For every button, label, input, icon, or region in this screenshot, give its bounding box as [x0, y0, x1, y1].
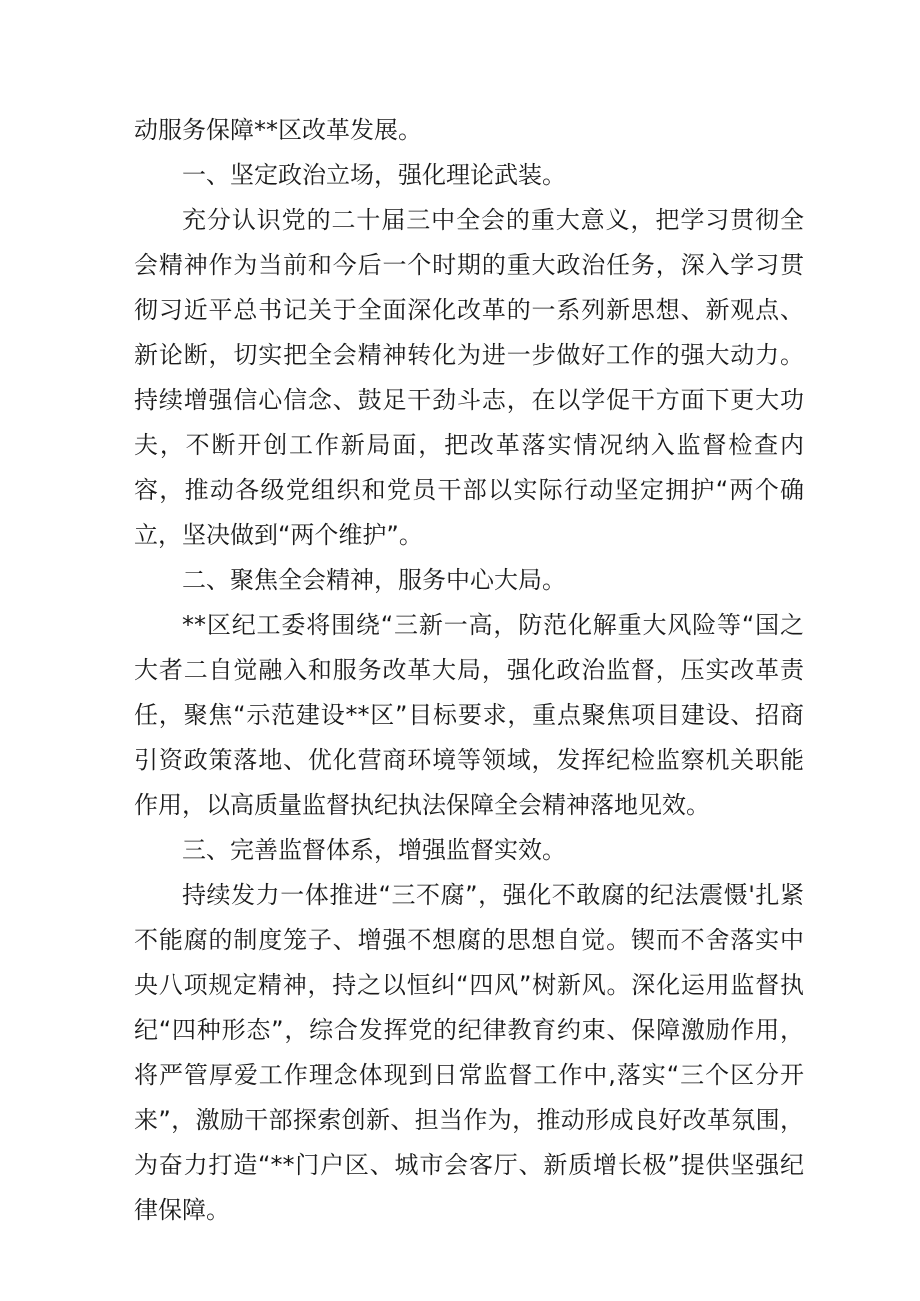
section-heading-1: 一、坚定政治立场，强化理论武装。 [182, 161, 566, 189]
paragraph-1: 充分认识党的二十届三中全会的重大意义，把学习贯彻全会精神作为当前和今后一个时期的重大政治任务，深入学习贯彻习近平总书记关于全面深化改革的一系列新思想、新观点、新论断，切实把全会精神转化为进一步做好工作的强大动力。持续增强信心信念、鼓足干劲斗志，在以学促干方面下更大功夫，不断开创工作新局面，把改革落实情况纳入监督检查内容，推动各级党组织和党员干部以实际行动坚定拥护“两个确立，坚决做到“两个维护”。 [134, 206, 804, 549]
document-body [134, 108, 804, 1233]
paragraph-continuation: 动服务保障**区改革发展。 [134, 116, 422, 144]
section-heading-3: 三、完善监督体系，增强监督实效。 [182, 836, 566, 864]
paragraph-2: **区纪工委将围绕“三新一高，防范化解重大风险等“国之大者二自觉融入和服务改革大局，强化政治监督，压实改革责任，聚焦“示范建设**区”目标要求，重点聚焦项目建设、招商引资政策落地、优化营商环境等领域，发挥纪检监察机关职能作用，以高质量监督执纪执法保障全会精神落地见效。 [134, 611, 804, 819]
paragraph-3: 持续发力一体推进“三不腐”，强化不敢腐的纪法震慑'扎紧不能腐的制度笼子、增强不想腐的思想自觉。锲而不舍落实中央八项规定精神，持之以恒纠“四风”树新风。深化运用监督执纪“四种形态”，综合发挥党的纪律教育约束、保障激励作用，将严管厚爱工作理念体现到日常监督工作中,落实“三个区分开来”，激励干部探索创新、担当作为，推动形成良好改革氛围，为奋力打造“**门户区、城市会客厅、新质增长极”提供坚强纪律保障。 [134, 881, 804, 1224]
section-heading-2: 二、聚焦全会精神，服务中心大局。 [182, 566, 566, 594]
